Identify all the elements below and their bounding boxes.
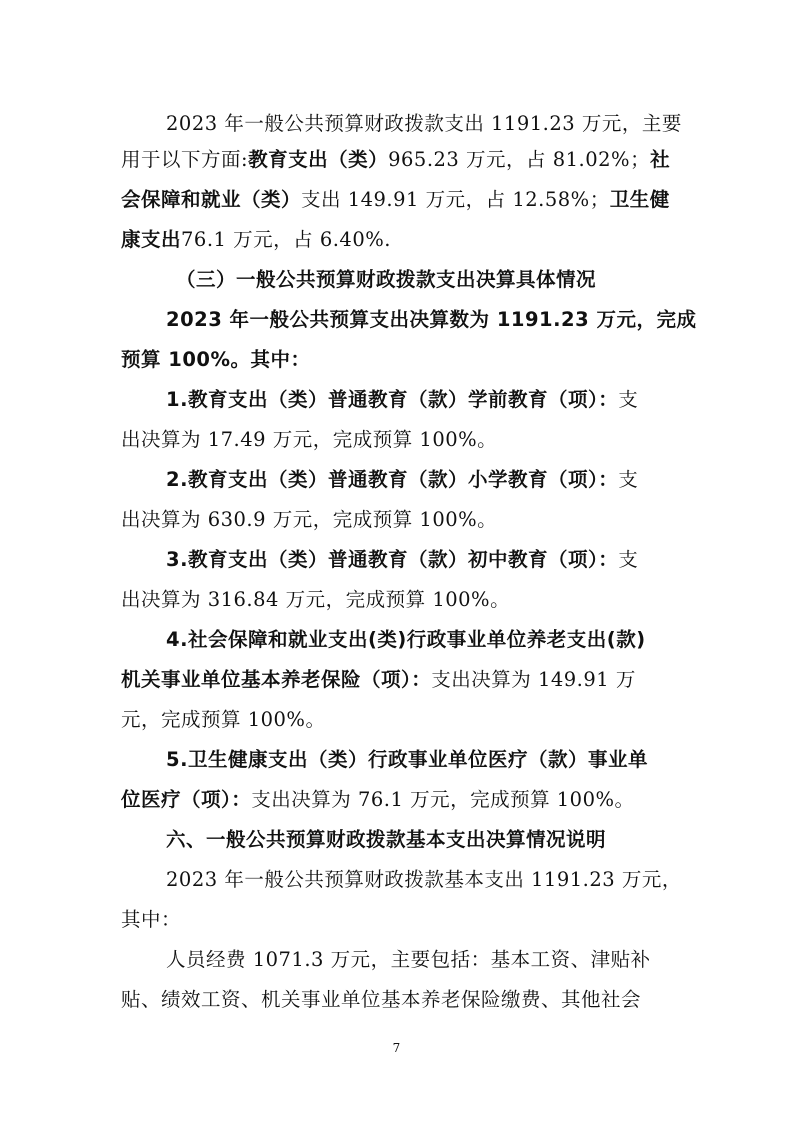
list-item: 位医疗（项）：支出决算为 76.1 万元，完成预算 100%。 bbox=[121, 788, 635, 811]
list-item: 5.卫生健康支出（类）行政事业单位医疗（款）事业单 bbox=[166, 748, 648, 771]
list-item: 2.教育支出（类）普通教育（款）小学教育（项）：支 bbox=[166, 468, 639, 491]
list-item: 出决算为 17.49 万元，完成预算 100%。 bbox=[121, 428, 498, 451]
paragraph-line: 预算 100%。其中： bbox=[121, 348, 311, 371]
list-item: 出决算为 630.9 万元，完成预算 100%。 bbox=[121, 508, 498, 531]
list-item: 3.教育支出（类）普通教育（款）初中教育（项）：支 bbox=[166, 548, 639, 571]
section-heading: 六、一般公共预算财政拨款基本支出决算情况说明 bbox=[166, 828, 607, 851]
paragraph-line: 贴、绩效工资、机关事业单位基本养老保险缴费、其他社会 bbox=[121, 988, 642, 1011]
paragraph-line: 2023 年一般公共预算财政拨款支出 1191.23 万元，主要 bbox=[166, 112, 682, 135]
paragraph-line: 康支出76.1 万元，占 6.40%. bbox=[121, 228, 391, 251]
paragraph-line: 其中： bbox=[121, 908, 182, 931]
list-item: 出决算为 316.84 万元，完成预算 100%。 bbox=[121, 588, 511, 611]
list-item: 1.教育支出（类）普通教育（款）学前教育（项）：支 bbox=[166, 388, 639, 411]
paragraph-line: 人员经费 1071.3 万元，主要包括：基本工资、津贴补 bbox=[166, 948, 651, 971]
list-item: 4.社会保障和就业支出(类)行政事业单位养老支出(款) bbox=[166, 628, 646, 651]
paragraph-line: 用于以下方面:教育支出（类）965.23 万元，占 81.02%；社 bbox=[121, 148, 671, 171]
paragraph-line: 会保障和就业（类）支出 149.91 万元，占 12.58%；卫生健 bbox=[121, 188, 670, 211]
list-item: 元，完成预算 100%。 bbox=[121, 708, 326, 731]
paragraph-line: 2023 年一般公共预算支出决算数为 1191.23 万元，完成 bbox=[166, 308, 697, 331]
list-item: 机关事业单位基本养老保险（项）：支出决算为 149.91 万 bbox=[121, 668, 636, 691]
paragraph-line: 2023 年一般公共预算财政拨款基本支出 1191.23 万元， bbox=[166, 868, 682, 891]
section-heading: （三）一般公共预算财政拨款支出决算具体情况 bbox=[176, 268, 597, 291]
page-number: 7 bbox=[392, 1041, 401, 1055]
